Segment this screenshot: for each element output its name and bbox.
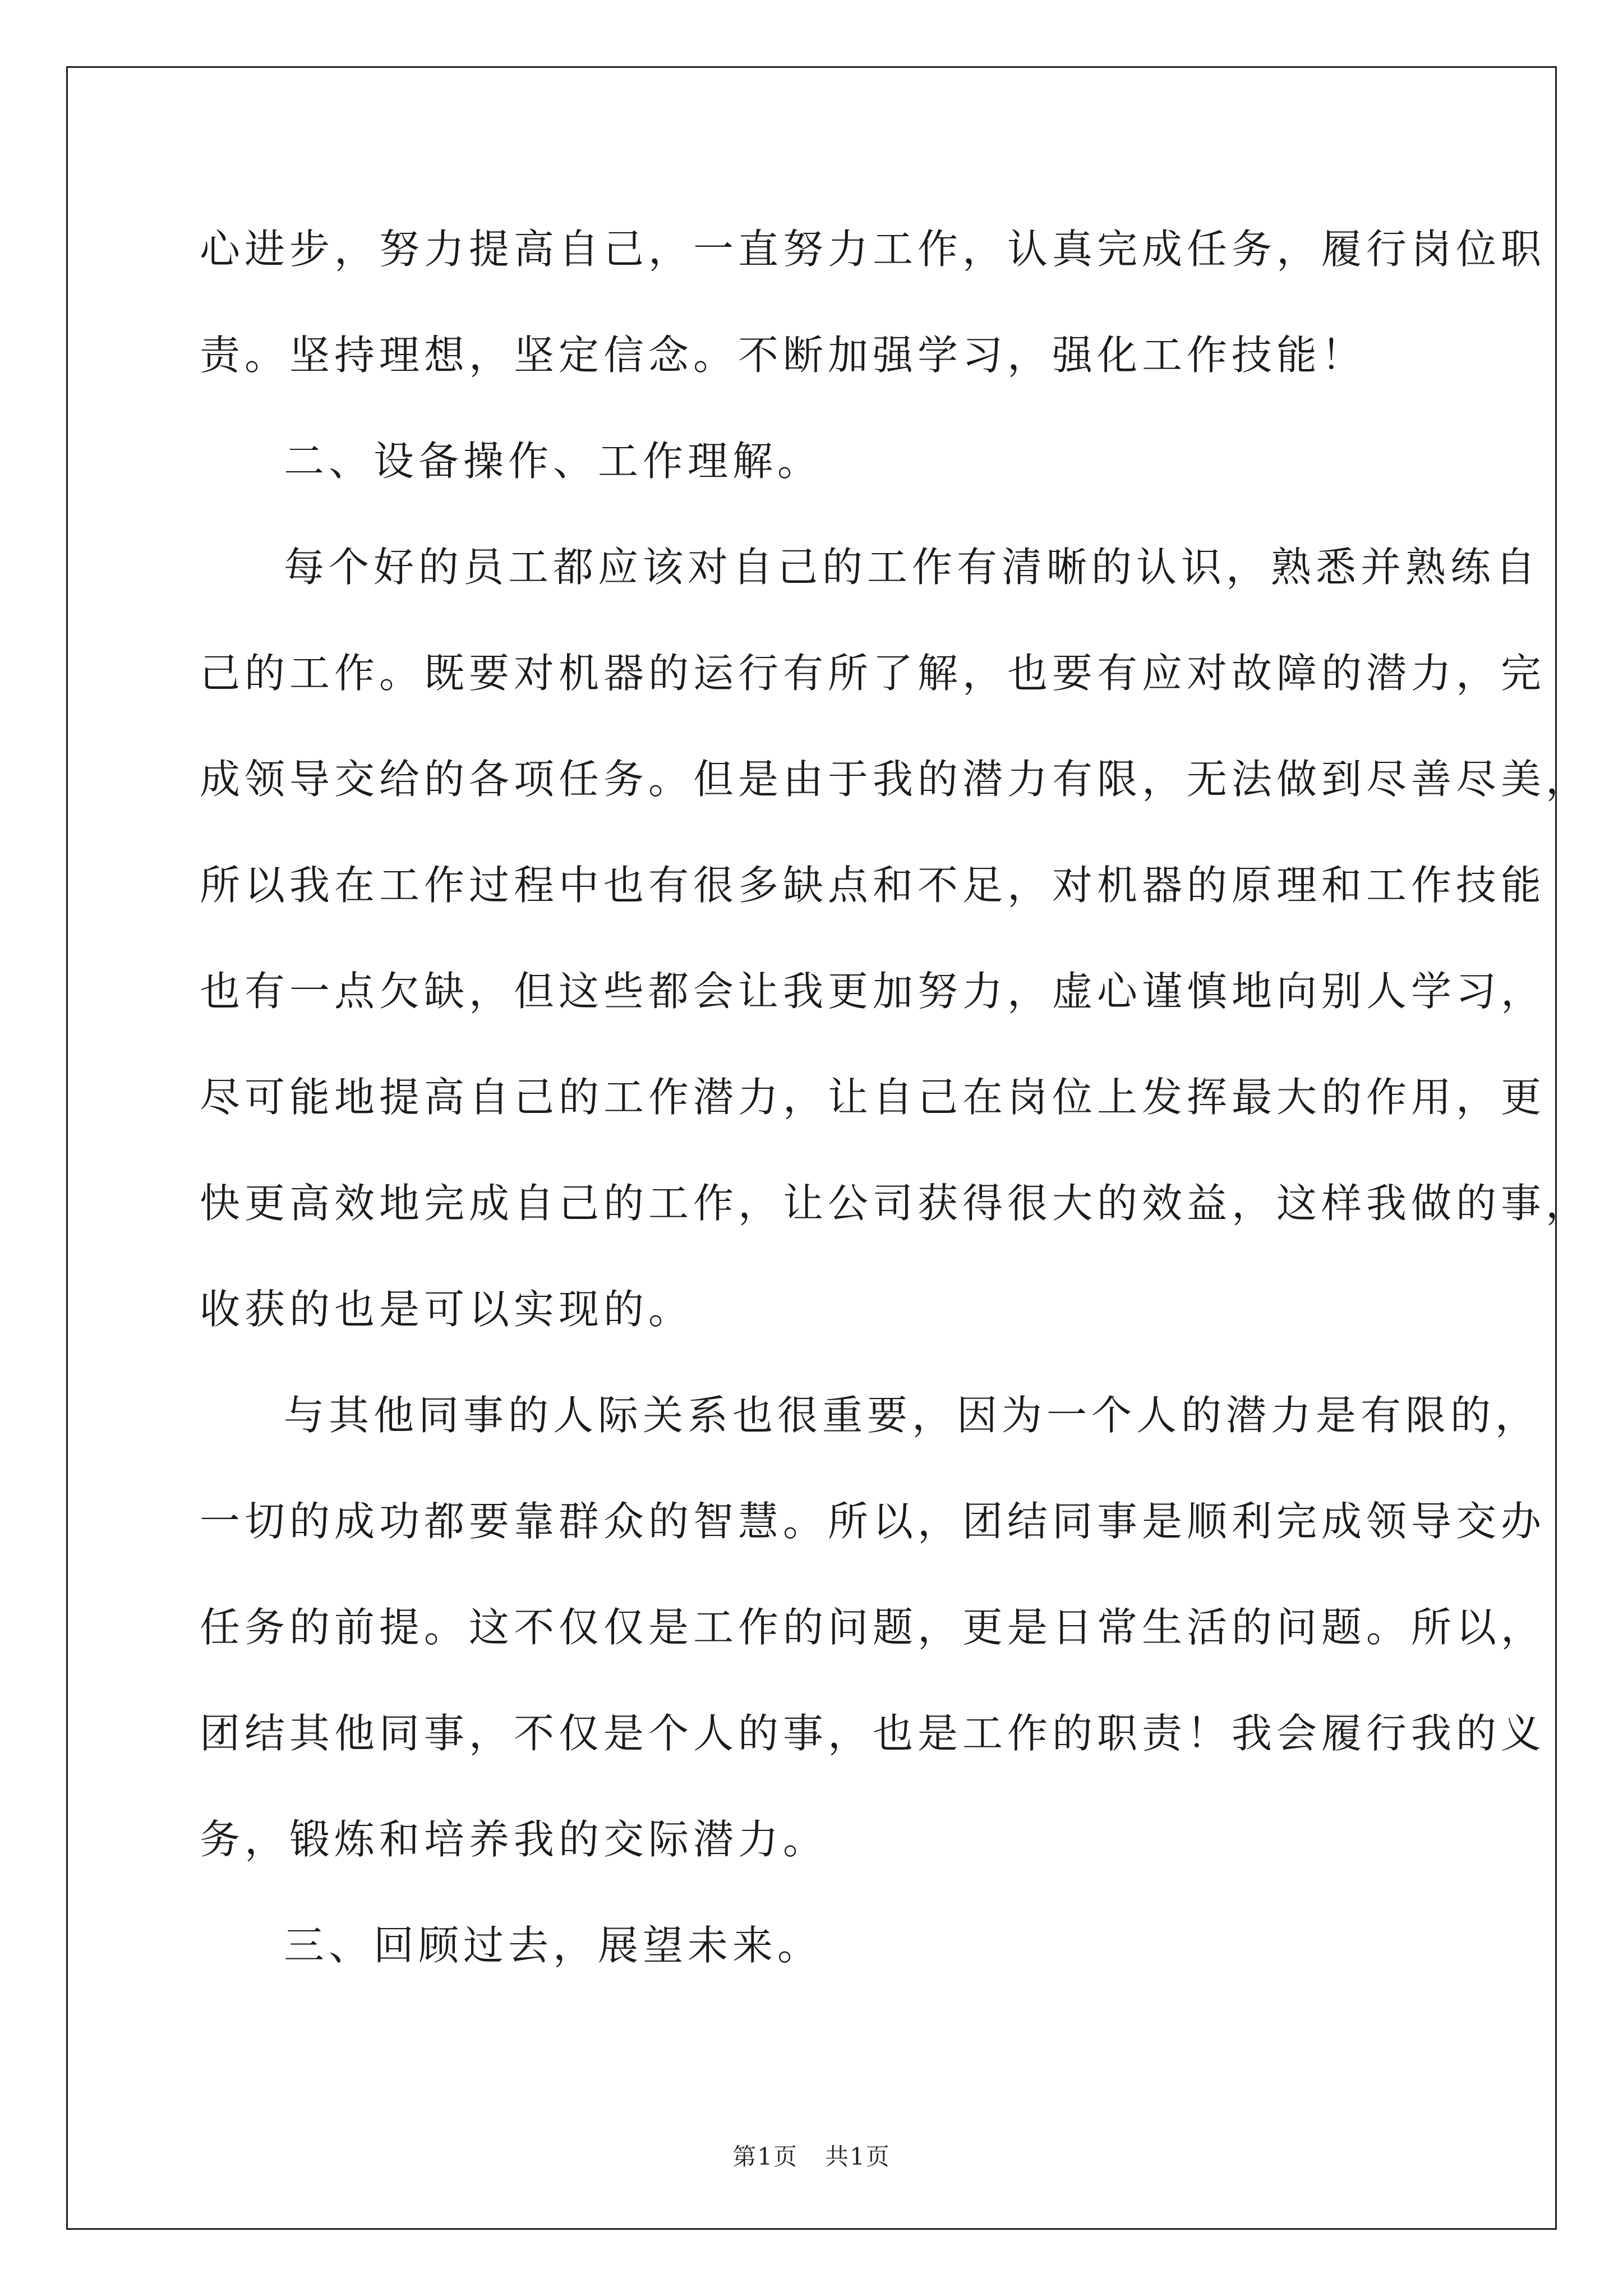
text-line-8: 也有一点欠缺，但这些都会让我更加努力，虚心谨慎地向别人学习， <box>200 968 1546 1015</box>
page-footer <box>0 2138 1623 2172</box>
text-line-9: 尽可能地提高自己的工作潜力，让自己在岗位上发挥最大的作用，更 <box>200 1074 1546 1121</box>
text-line-13: 一切的成功都要靠群众的智慧。所以，团结同事是顺利完成领导交办 <box>200 1498 1546 1545</box>
text-line-10: 快更高效地完成自己的工作，让公司获得很大的效益，这样我做的事， <box>200 1180 1591 1227</box>
text-line-4: 每个好的员工都应该对自己的工作有清晰的认识，熟悉并熟练自 <box>284 544 1541 591</box>
text-line-14: 任务的前提。这不仅仅是工作的问题，更是日常生活的问题。所以， <box>200 1604 1546 1651</box>
section-heading-2: 二、设备操作、工作理解。 <box>284 438 823 485</box>
section-heading-3: 三、回顾过去，展望未来。 <box>284 1922 823 1969</box>
text-line-1: 心进步，努力提高自己，一直努力工作，认真完成任务，履行岗位职 <box>200 226 1546 273</box>
text-line-6: 成领导交给的各项任务。但是由于我的潜力有限，无法做到尽善尽美， <box>200 756 1591 803</box>
text-line-5: 己的工作。既要对机器的运行有所了解，也要有应对故障的潜力，完 <box>200 650 1546 697</box>
text-line-12: 与其他同事的人际关系也很重要，因为一个人的潜力是有限的， <box>284 1392 1541 1439</box>
page-number-total: 共1页 <box>825 2143 891 2170</box>
text-line-2: 责。坚持理想，坚定信念。不断加强学习，强化工作技能！ <box>200 332 1367 379</box>
text-line-16: 务，锻炼和培养我的交际潜力。 <box>200 1816 828 1863</box>
document-body <box>200 221 1591 2023</box>
text-line-11: 收获的也是可以实现的。 <box>200 1286 694 1333</box>
text-line-7: 所以我在工作过程中也有很多缺点和不足，对机器的原理和工作技能 <box>200 862 1546 909</box>
page-number-current: 第1页 <box>732 2143 798 2170</box>
text-line-15: 团结其他同事，不仅是个人的事，也是工作的职责！我会履行我的义 <box>200 1710 1546 1757</box>
